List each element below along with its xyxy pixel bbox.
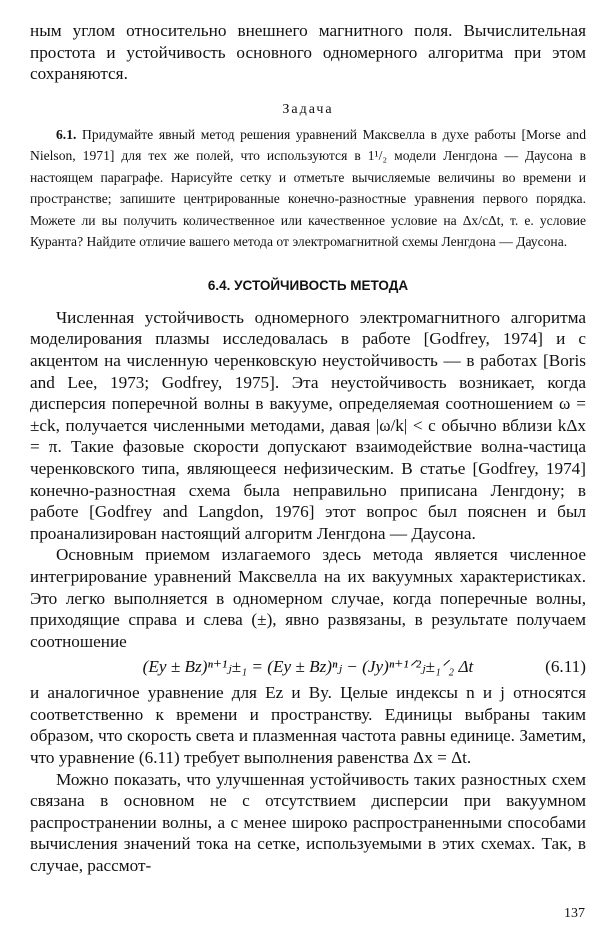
page-content — [30, 20, 586, 877]
paragraph-analogous: и аналогичное уравнение для Ez и By. Целые индексы n и j относятся соответственно к времени и пространству. Единицы выбраны таким образом, что скорость света и плазменная частота равны единице. Заметим, что уравнение (6.11) требует выполнения равенства Δx = Δt. — [30, 683, 586, 768]
task-number: 6.1. — [56, 126, 77, 142]
page-number: 137 — [564, 906, 585, 921]
task-paragraph — [30, 124, 586, 253]
equation-formula: (Ey ± Bz)ⁿ⁺¹ⱼ±₁ = (Ey ± Bz)ⁿⱼ − (Jy)ⁿ⁺¹ᐟ²ⱼ±₁ᐟ₂ Δt — [142, 657, 474, 677]
section-title: 6.4. УСТОЙЧИВОСТЬ МЕТОДА — [207, 277, 409, 293]
paragraph-improved-stability: Можно показать, что улучшенная устойчивость таких разностных схем связана в основном не с отсутствием дисперсии при вакуумном распространении волны, а с менее широко распространенными способами вычисления значений тока на сетке, используемыми в этих схемах. Так, в случае, рассмот- — [30, 769, 586, 876]
equation-6-11 — [30, 652, 586, 682]
task-heading: Задача — [282, 101, 334, 117]
paragraph-method: Основным приемом излагаемого здесь метода является численное интегрирование уравнений Максвелла на их вакуумных характеристиках. Это легко выполняется в одномерном случае, когда поперечные волны, приходящие справа и слева (±), явно развязаны, в результате получаем соотношение — [30, 545, 586, 651]
paragraph-stability-intro: Численная устойчивость одномерного электромагнитного алгоритма моделирования плазмы исследовалась в работе [Godfrey, 1974] и с акцентом на численную черенковскую неустойчивость — в работах [Boris and Lee, 1973; Godfrey, 1975]. Эта неустойчивость возникает, когда дисперсия поперечной волны в вакууме, определяемая соотношением ω = ±ck, получается численными методами, давая |ω/k| < c обычно вблизи kΔx = π. Такие фазовые скорости допускают взаимодействие волна-частица черенковского типа, являющееся нефизическим. В статье [Godfrey, 1974] конечно-разностная схема была неправильно приписана Ленгдону; в работе [Godfrey and Langdon, 1976] этот вопрос был пояснен и был проанализирован настоящий алгоритм Ленгдона — Даусона. — [30, 307, 586, 543]
intro-paragraph: ным углом относительно внешнего магнитного поля. Вычислительная простота и устойчивость основного одномерного алгоритма при этом сохраняются. — [30, 21, 586, 84]
task-text: Придумайте явный метод решения уравнений Максвелла в духе работы [Morse and Nielson, 1971] для тех же полей, что используются в 1¹/₂ модели Ленгдона — Даусона в настоящем параграфе. Нарисуйте сетку и отметьте вычисляемые величины во времени и пространстве; запишите центрированные конечно-разностные уравнения первого порядка. Можете ли вы получить количественное или качественное условие на Δx/cΔt, т. е. условие Куранта? Найдите отличие вашего метода от электромагнитной схемы Ленгдона — Даусона. — [30, 126, 586, 250]
equation-number: (6.11) — [545, 657, 586, 677]
